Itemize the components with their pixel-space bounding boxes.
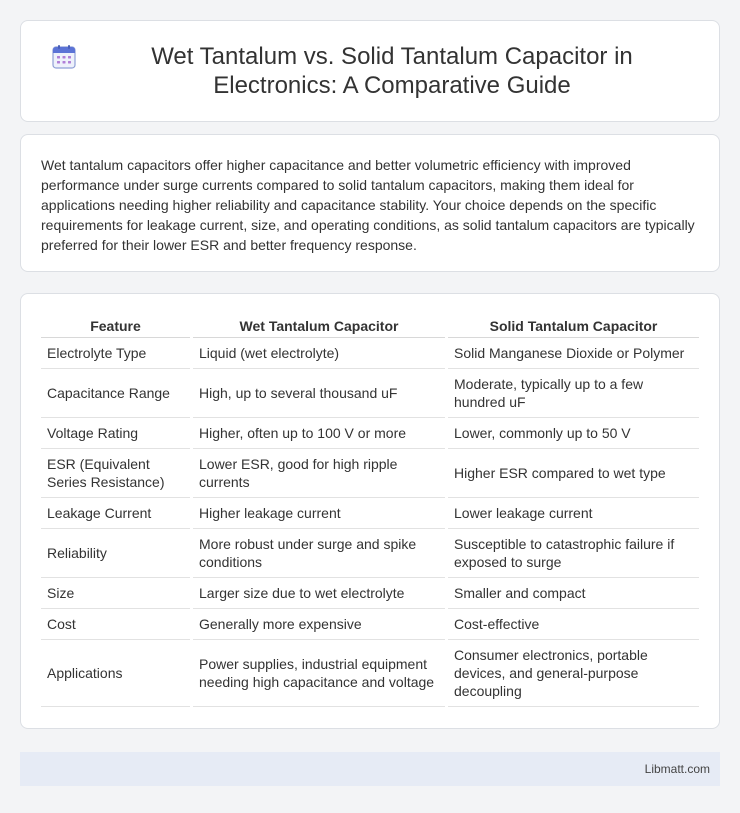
calendar-icon [51,44,77,70]
table-cell-solid: Lower, commonly up to 50 V [448,418,699,449]
table-cell-wet: Higher, often up to 100 V or more [193,418,445,449]
table-cell-wet: Generally more expensive [193,609,445,640]
table-cell-wet: Power supplies, industrial equipment needing high capacitance and voltage [193,640,445,707]
table-cell-wet: Liquid (wet electrolyte) [193,338,445,369]
table-cell-wet: More robust under surge and spike conditions [193,529,445,578]
table-cell-solid: Lower leakage current [448,498,699,529]
table-cell-feature: Cost [41,609,190,640]
column-header-solid: Solid Tantalum Capacitor [448,314,699,338]
table-cell-solid: Higher ESR compared to wet type [448,449,699,498]
table-cell-solid: Moderate, typically up to a few hundred uF [448,369,699,418]
table-cell-wet: Larger size due to wet electrolyte [193,578,445,609]
table-cell-feature: Size [41,578,190,609]
table-row [41,369,699,418]
table-row [41,338,699,369]
table-row [41,498,699,529]
table-row [41,449,699,498]
table-row [41,640,699,707]
table-cell-solid: Smaller and compact [448,578,699,609]
table-cell-feature: Capacitance Range [41,369,190,418]
table-row [41,529,699,578]
page-title: Wet Tantalum vs. Solid Tantalum Capacitor in Electronics: A Comparative Guide [151,43,633,99]
column-header-feature: Feature [41,314,190,338]
table-cell-solid: Consumer electronics, portable devices, and general-purpose decoupling [448,640,699,707]
comparison-table-card [20,293,720,729]
table-cell-feature: Applications [41,640,190,707]
table-cell-solid: Solid Manganese Dioxide or Polymer [448,338,699,369]
table-cell-feature: Electrolyte Type [41,338,190,369]
summary-text: Wet tantalum capacitors offer higher capacitance and better volumetric efficiency with improved performance under surge currents compared to solid tantalum capacitors, making them ideal for applications needing higher reliability and capacitance stability. Your choice depends on the specific requirements for leakage current, size, and operating conditions, as solid tantalum capacitors are typically preferred for their lower ESR and better frequency response. [41,157,695,253]
table-cell-feature: ESR (Equivalent Series Resistance) [41,449,190,498]
comparison-table [38,314,702,707]
summary-card [20,134,720,272]
table-row [41,578,699,609]
table-cell-wet: Lower ESR, good for high ripple currents [193,449,445,498]
table-cell-feature: Leakage Current [41,498,190,529]
table-row [41,418,699,449]
table-cell-wet: Higher leakage current [193,498,445,529]
footer [20,752,720,786]
table-cell-feature: Reliability [41,529,190,578]
table-cell-feature: Voltage Rating [41,418,190,449]
table-cell-wet: High, up to several thousand uF [193,369,445,418]
title-card [20,20,720,122]
footer-brand-link[interactable]: Libmatt.com [644,762,710,776]
table-row [41,609,699,640]
table-cell-solid: Cost-effective [448,609,699,640]
table-cell-solid: Susceptible to catastrophic failure if exposed to surge [448,529,699,578]
column-header-wet: Wet Tantalum Capacitor [193,314,445,338]
table-header-row [41,314,699,338]
